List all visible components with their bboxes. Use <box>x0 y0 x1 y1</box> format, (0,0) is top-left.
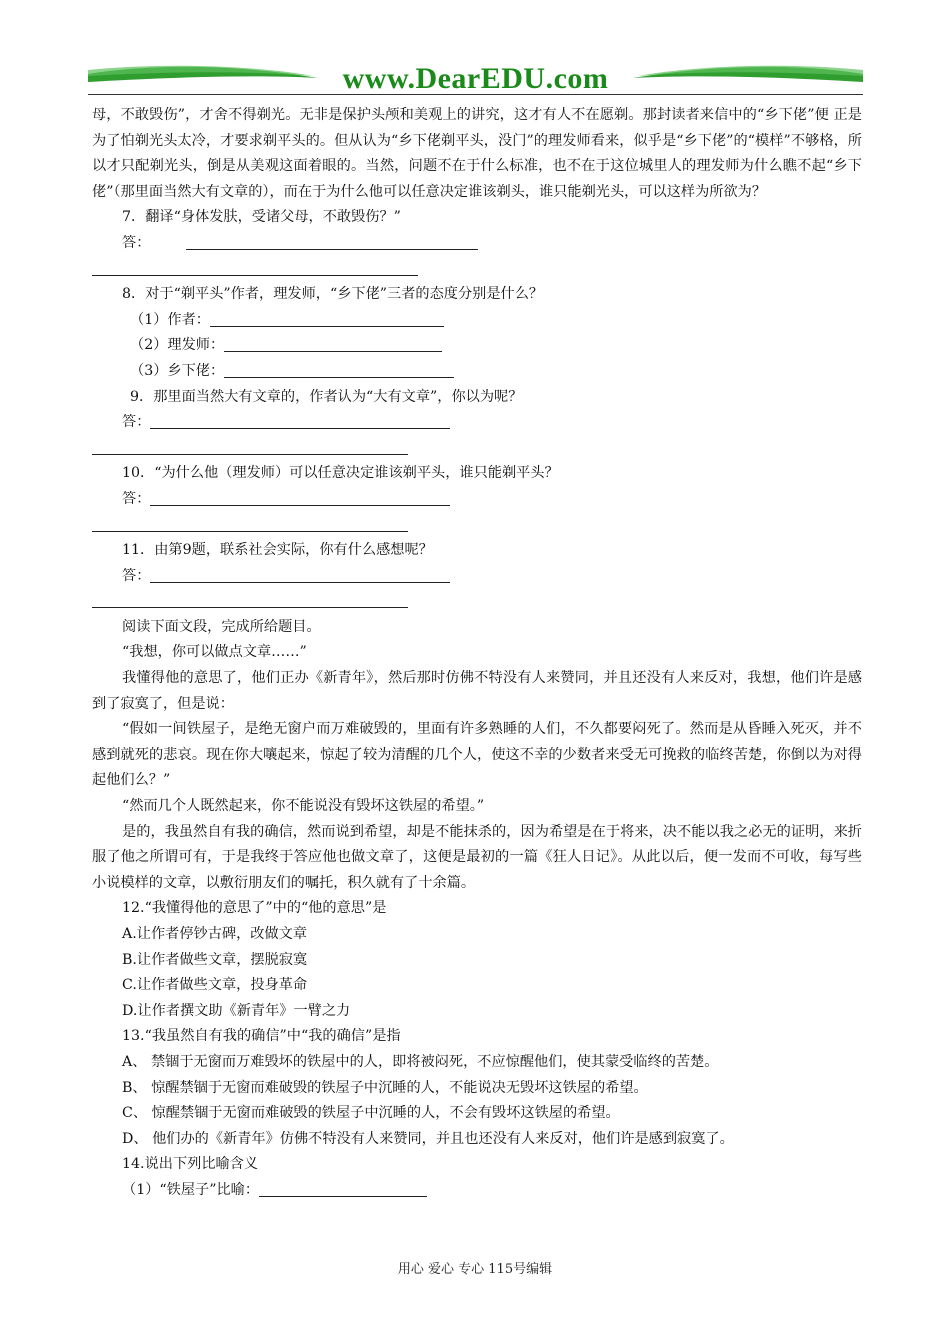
site-logo: www.DearEDU.com <box>342 62 609 95</box>
reading-instruction: 阅读下面文段，完成所给题目。 <box>122 618 321 635</box>
answer-9-blank-2[interactable] <box>92 438 408 455</box>
passage-2-paragraph-3: “假如一间铁屋子，是绝无窗户而万难破毁的，里面有许多熟睡的人们，不久都要闷死了。然而是从昏睡入死灭，并不感到就死的悲哀。现在你大嚷起来，惊起了较为清醒的几个人，使这不幸的少数者来受无可挽救的临终苦楚，你倒以为对得起他们么？” <box>92 721 862 789</box>
q8-item-3-label: （3）乡下佬： <box>130 362 225 379</box>
q8-item-3 <box>92 359 862 385</box>
answer-11-continuation-row <box>92 589 862 615</box>
q8-item-2-label: （2）理发师： <box>130 337 225 354</box>
q8-blank-2[interactable] <box>224 335 442 352</box>
q8-item-1-label: （1）作者： <box>130 311 210 328</box>
question-7: 7．翻译“身体发肤，受诸父母，不敢毁伤？” <box>122 209 401 226</box>
q12-option-a: A.让作者停钞古碑，改做文章 <box>122 926 308 942</box>
q13-option-a: A、 禁锢于无窗而万难毁坏的铁屋中的人，即将被闷死，不应惊醒他们，使其蒙受临终的苦楚。 <box>122 1053 719 1070</box>
answer-label: 答： <box>122 234 151 251</box>
question-10: 10．“为什么他（理发师）可以任意决定谁该剃平头，谁只能剃平头？ <box>122 465 559 482</box>
q8-item-2 <box>92 333 862 359</box>
q14-blank-1[interactable] <box>259 1180 427 1197</box>
header-divider <box>88 94 863 95</box>
answer-9-row <box>92 410 862 436</box>
answer-7-blank[interactable] <box>186 233 478 250</box>
answer-label: 答： <box>122 490 151 507</box>
answer-11-blank-2[interactable] <box>92 591 408 608</box>
passage-2-paragraph-5: 是的，我虽然自有我的确信，然而说到希望，却是不能抹杀的，因为希望是在于将来，决不能以我之必无的证明，来折服了他之所谓可有，于是我终于答应他也做文章了，这便是最初的一篇《狂人日记》。从此以后，便一发而不可收，每写些小说模样的文章，以敷衍朋友们的嘱托，积久就有了十余篇。 <box>92 823 862 891</box>
answer-11-blank[interactable] <box>150 566 450 583</box>
answer-11-row <box>92 564 862 590</box>
answer-10-blank-2[interactable] <box>92 515 408 532</box>
answer-10-blank[interactable] <box>150 489 450 506</box>
question-12: 12.“我懂得他的意思了”中的“他的意思”是 <box>122 900 387 917</box>
q8-item-1 <box>92 308 862 334</box>
answer-label: 答： <box>122 567 151 584</box>
answer-9-blank[interactable] <box>150 412 450 429</box>
q14-item-1 <box>92 1178 862 1204</box>
passage-1-paragraph: 母，不敢毁伤”，才舍不得剃光。无非是保护头颅和美观上的讲究，这才有人不在愿剃。那封读者来信中的“乡下佬”便 正是为了怕剃光头太冷，才要求剃平头的。但从认为“乡下佬剃平头，没门”的理发师看来，似乎是“乡下佬”的“模样”不够格，所以才只配剃光头，倒是从美观这面着眼的。当然，问题不在于什么标准，也不在于这位城里人的理发师为什么瞧不起“乡下佬”（那里面当然大有文章的），而在于为什么他可以任意决定谁该剃头，谁只能剃光头，可以这样为所欲为？ <box>92 107 862 200</box>
q13-option-d: D、 他们办的《新青年》仿佛不特没有人来赞同，并且也还没有人来反对，他们许是感到寂寞了。 <box>122 1130 734 1147</box>
passage-2-paragraph-4: “然而几个人既然起来，你不能说没有毁坏这铁屋的希望。” <box>122 798 485 815</box>
q12-option-b: B.让作者做些文章，摆脱寂寞 <box>122 951 308 968</box>
answer-7-row <box>92 231 862 257</box>
q13-option-c: C、 惊醒禁锢于无窗而难破毁的铁屋子中沉睡的人，不会有毁坏这铁屋的希望。 <box>122 1105 620 1122</box>
question-9: 9．那里面当然大有文章的，作者认为“大有文章”，你以为呢？ <box>130 388 523 405</box>
answer-label: 答： <box>122 414 151 431</box>
answer-7-blank-2[interactable] <box>92 259 418 276</box>
q8-blank-1[interactable] <box>210 310 444 327</box>
passage-2-paragraph-2: 我懂得他的意思了，他们正办《新青年》，然后那时仿佛不特没有人来赞同，并且还没有人来反对，我想，他们许是感到了寂寞了，但是说： <box>92 670 862 712</box>
passage-2-paragraph-1: “我想，你可以做点文章……” <box>122 644 307 661</box>
question-11: 11．由第9题，联系社会实际，你有什么感想呢？ <box>122 542 433 559</box>
question-14: 14.说出下列比喻含义 <box>122 1156 259 1173</box>
question-13: 13.“我虽然自有我的确信”中“我的确信”是指 <box>122 1028 401 1045</box>
q13-option-b: B、 惊醒禁锢于无窗而难破毁的铁屋子中沉睡的人，不能说决无毁坏这铁屋的希望。 <box>122 1079 648 1096</box>
answer-10-continuation-row <box>92 513 862 539</box>
q12-option-d: D.让作者撰文助《新青年》一臂之力 <box>122 1002 351 1019</box>
q8-blank-3[interactable] <box>224 361 454 378</box>
q12-option-c: C.让作者做些文章，投身革命 <box>122 977 308 994</box>
answer-7-continuation-row <box>92 257 862 283</box>
page-header <box>88 60 863 96</box>
page-footer: 用心 爱心 专心 115号编辑 <box>397 1262 553 1277</box>
answer-9-continuation-row <box>92 436 862 462</box>
answer-10-row <box>92 487 862 513</box>
document-body <box>92 103 862 1204</box>
q14-item-1-label: （1）“铁屋子”比喻： <box>122 1181 260 1198</box>
question-8: 8．对于“剃平头”作者，理发师，“乡下佬”三者的态度分别是什么？ <box>122 286 544 303</box>
